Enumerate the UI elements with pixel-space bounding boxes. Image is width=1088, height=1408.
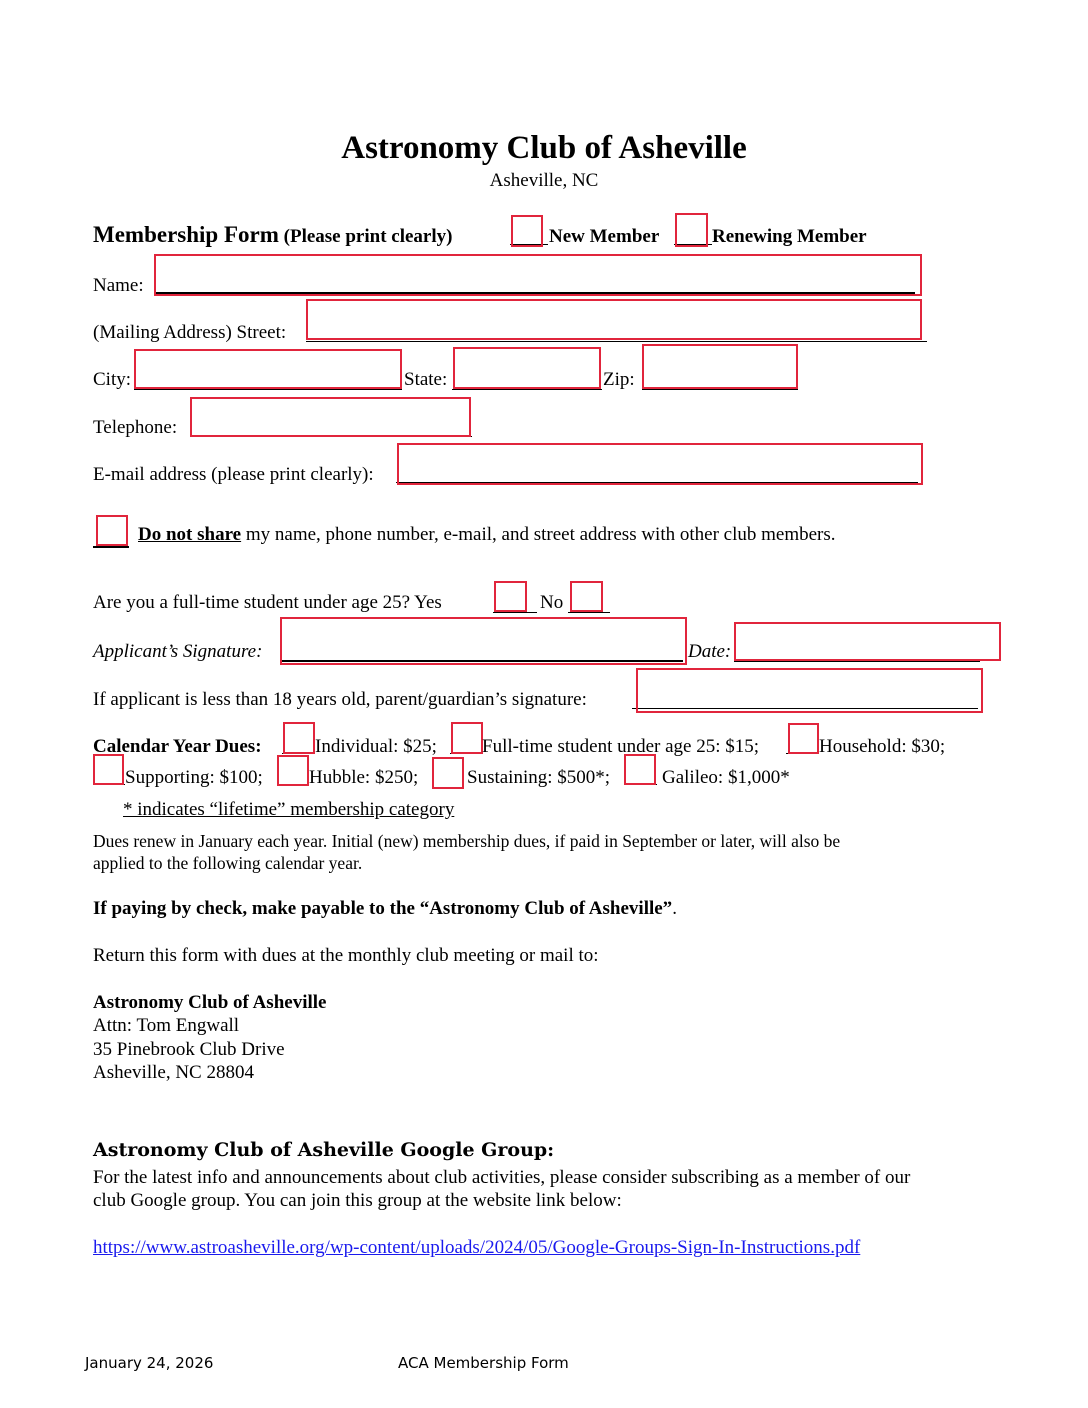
street-underline [306, 341, 927, 342]
return-note: Return this form with dues at the monthly club meeting or mail to: [93, 945, 599, 966]
do-not-share-checkbox[interactable] [96, 515, 128, 546]
do-not-share-bold: Do not share [138, 524, 242, 545]
telephone-input[interactable] [190, 397, 471, 437]
dues-sustaining-checkbox[interactable] [432, 757, 464, 789]
renewal-note-line2: applied to the following calendar year. [93, 853, 363, 873]
check-note-end: . [672, 898, 677, 919]
dues-student-label: Full-time student under age 25: $15; [482, 736, 760, 757]
email-label: E-mail address (please print clearly): [93, 464, 374, 485]
dues-hubble-checkbox[interactable] [277, 755, 309, 786]
mail-attn: Attn: Tom Engwall [93, 1015, 240, 1036]
page-subtitle: Asheville, NC [489, 170, 599, 191]
google-group-heading: Astronomy Club of Asheville Google Group: [93, 1139, 555, 1161]
date-input[interactable] [734, 622, 1001, 661]
dues-sustaining-label: Sustaining: $500*; [467, 767, 611, 788]
dues-individual-checkbox[interactable] [283, 722, 315, 754]
do-not-share-rest: my name, phone number, e-mail, and street address with other club members. [241, 524, 836, 545]
zip-label: Zip: [603, 369, 635, 390]
state-input[interactable] [453, 347, 601, 389]
applicant-signature-input[interactable] [280, 617, 687, 665]
dues-supporting-checkbox[interactable] [93, 754, 124, 785]
name-input[interactable] [154, 254, 922, 296]
dues-hubble-label: Hubble: $250; [309, 767, 419, 788]
student-no-label: No [540, 592, 564, 613]
name-label: Name: [93, 275, 144, 296]
renewing-member-checkbox[interactable] [675, 213, 708, 247]
mail-street: 35 Pinebrook Club Drive [93, 1039, 285, 1060]
new-member-label: New Member [549, 226, 660, 247]
mail-org: Astronomy Club of Asheville [93, 992, 327, 1013]
date-label: Date: [688, 641, 732, 662]
new-member-checkbox[interactable] [511, 215, 543, 247]
check-note-bold: If paying by check, make payable to the “Astronomy Club of Asheville” [93, 898, 673, 919]
state-label: State: [404, 369, 448, 390]
state-underline [452, 389, 602, 390]
dues-galileo-checkbox[interactable] [624, 754, 656, 785]
lifetime-note: * indicates “lifetime” membership category [123, 799, 455, 820]
street-input[interactable] [306, 299, 922, 340]
check-note [93, 898, 677, 920]
student-no-underline [568, 612, 610, 613]
footer-date: January 24, 2026 [85, 1354, 214, 1372]
footer-doc-title: ACA Membership Form [398, 1354, 569, 1372]
street-label: (Mailing Address) Street: [93, 322, 287, 343]
zip-input[interactable] [642, 344, 798, 389]
city-input[interactable] [134, 349, 402, 389]
google-group-link[interactable]: https://www.astroasheville.org/wp-content/uploads/2024/05/Google-Groups-Sign-In-Instructions.pdf [93, 1237, 861, 1258]
student-question: Are you a full-time student under age 25? Yes [93, 592, 442, 613]
dues-individual-label: Individual: $25; [315, 736, 437, 757]
page-title: Astronomy Club of Asheville [341, 130, 747, 166]
date-underline [734, 661, 980, 662]
google-group-line1: For the latest info and announcements about club activities, please consider subscribing as a member of our [93, 1167, 911, 1188]
guardian-signature-label: If applicant is less than 18 years old, parent/guardian’s signature: [93, 689, 587, 710]
dues-heading: Calendar Year Dues: [93, 736, 262, 757]
form-heading-note: (Please print clearly) [278, 226, 453, 247]
do-not-share-text [138, 524, 836, 546]
form-heading [93, 222, 452, 250]
do-not-share-underline [93, 546, 129, 548]
form-heading-main: Membership Form [93, 222, 279, 247]
renewal-note-line1: Dues renew in January each year. Initial (new) membership dues, if paid in September or later, will also be [93, 831, 841, 851]
dues-galileo-label: Galileo: $1,000* [662, 767, 790, 788]
guardian-signature-input[interactable] [636, 668, 983, 713]
applicant-signature-label: Applicant’s Signature: [93, 641, 263, 662]
city-underline [134, 389, 402, 390]
student-yes-underline [493, 612, 537, 613]
email-input[interactable] [397, 443, 923, 485]
dues-household-checkbox[interactable] [788, 723, 819, 754]
mail-city: Asheville, NC 28804 [93, 1062, 254, 1083]
dues-supporting-label: Supporting: $100; [125, 767, 263, 788]
student-yes-checkbox[interactable] [494, 581, 527, 612]
google-group-line2: club Google group. You can join this group at the website link below: [93, 1190, 622, 1211]
dues-student-checkbox[interactable] [451, 722, 483, 754]
student-no-checkbox[interactable] [570, 581, 603, 612]
renewing-member-label: Renewing Member [712, 226, 867, 247]
city-label: City: [93, 369, 132, 390]
telephone-label: Telephone: [93, 417, 178, 438]
zip-underline [642, 389, 798, 390]
dues-household-label: Household: $30; [819, 736, 946, 757]
